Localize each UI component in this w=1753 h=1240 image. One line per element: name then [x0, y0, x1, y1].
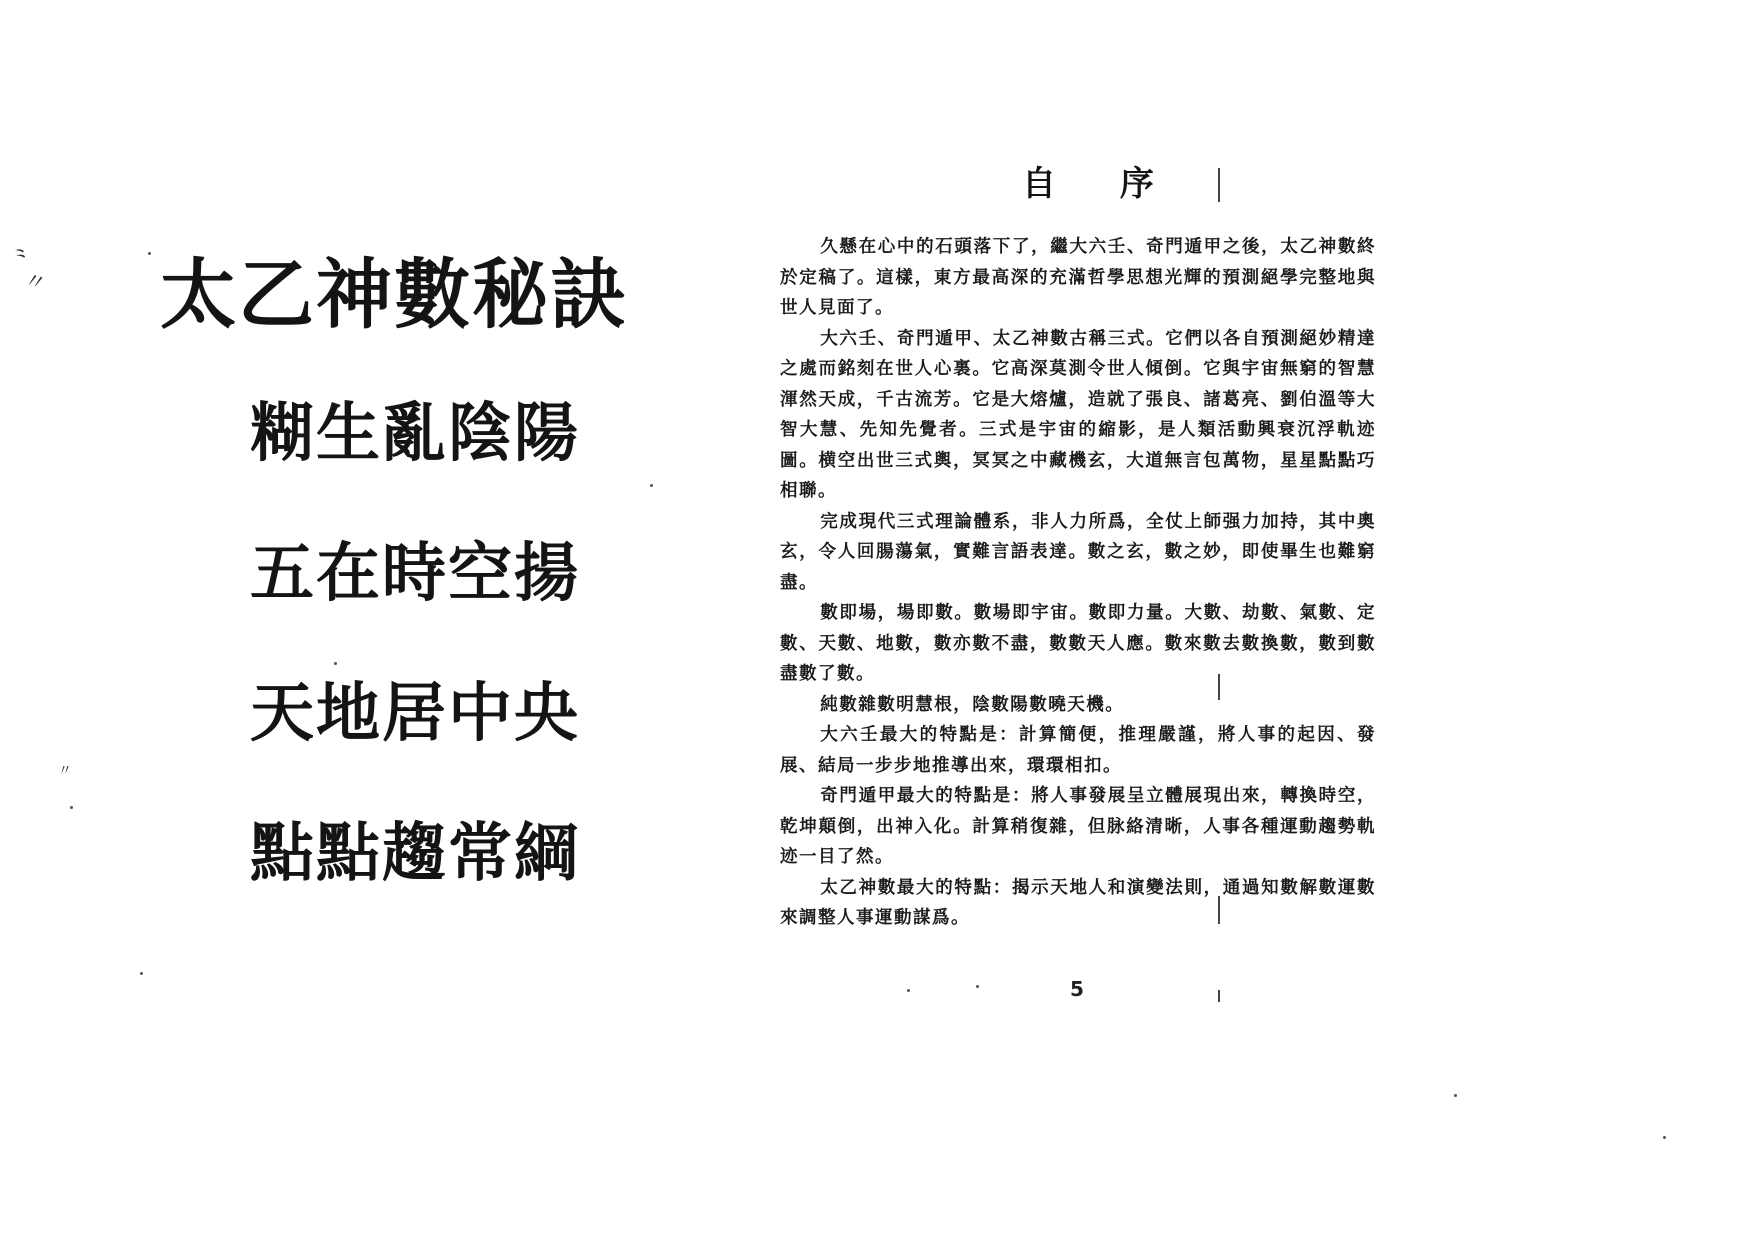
preface-paragraph: 久懸在心中的石頭落下了，繼大六壬、奇門遁甲之後，太乙神數終於定稿了。這樣，東方最高深的充滿哲學思想光輝的預測絕學完整地與世人見面了。	[780, 237, 1376, 318]
scan-speck	[1454, 1094, 1457, 1097]
preface-paragraph: 數即場，場即數。數場即宇宙。數即力量。大數、劫數、氣數、定數、天數、地數，數亦數不盡，數數天人應。數來數去數換數，數到數盡數了數。	[780, 603, 1376, 684]
verse-line-2: 五在時空揚	[250, 536, 580, 611]
gutter-scan-line	[1218, 168, 1220, 202]
scan-speck	[70, 806, 73, 809]
scan-artifact-mark: 〃	[21, 267, 50, 298]
scan-artifact-mark: ⺀	[8, 243, 38, 275]
gutter-scan-line	[1218, 990, 1220, 1002]
preface-heading: 自 序	[1022, 164, 1180, 204]
verse-line-3: 天地居中央	[250, 676, 580, 751]
scan-speck	[907, 989, 910, 992]
scan-speck	[140, 972, 143, 975]
preface-paragraph: 奇門遁甲最大的特點是：將人事發展呈立體展現出來，轉換時空，乾坤顛倒，出神入化。計算稍復雜，但脉絡清晰，人事各種運動趨勢軌迹一目了然。	[780, 786, 1376, 867]
preface-paragraph: 大六壬、奇門遁甲、太乙神數古稱三式。它們以各自預測絕妙精達之處而銘刻在世人心裏。它高深莫測令世人傾倒。它與宇宙無窮的智慧渾然天成，千古流芳。它是大熔爐，造就了張良、諸葛亮、劉伯溫等大智大慧、先知先覺者。三式是宇宙的縮影，是人類活動興衰沉浮軌迹圖。横空出世三式輿，冥冥之中藏機玄，大道無言包萬物，星星點點巧相聯。	[780, 328, 1376, 501]
verse-line-1: 糊生亂陰陽	[250, 396, 580, 471]
scan-speck	[976, 985, 979, 988]
book-title: 太乙神數秘訣	[160, 250, 628, 339]
preface-paragraph: 完成現代三式理論體系，非人力所爲，全仗上師强力加持，其中奧玄，令人回腸蕩氣，實難言語表達。數之玄，數之妙，即使畢生也難窮盡。	[780, 511, 1376, 593]
scan-speck	[1663, 1136, 1666, 1139]
verse-line-4: 點點趨常綱	[250, 816, 580, 891]
preface-paragraph: 大六壬最大的特點是：計算簡便，推理嚴謹，將人事的起因、發展、結局一步步地推導出來，環環相扣。	[780, 725, 1376, 776]
title-block	[160, 250, 720, 894]
page-number: 5	[1070, 977, 1084, 1001]
preface-body	[780, 232, 1376, 934]
preface-paragraph: 太乙神數最大的特點：揭示天地人和演變法則，通過知數解數運數來調整人事運動謀爲。	[780, 877, 1376, 928]
preface-paragraph: 純數雜數明慧根，陰數陽數曉天機。	[820, 694, 1125, 715]
scan-artifact-mark: 〃	[58, 763, 72, 779]
scan-speck	[148, 252, 151, 255]
